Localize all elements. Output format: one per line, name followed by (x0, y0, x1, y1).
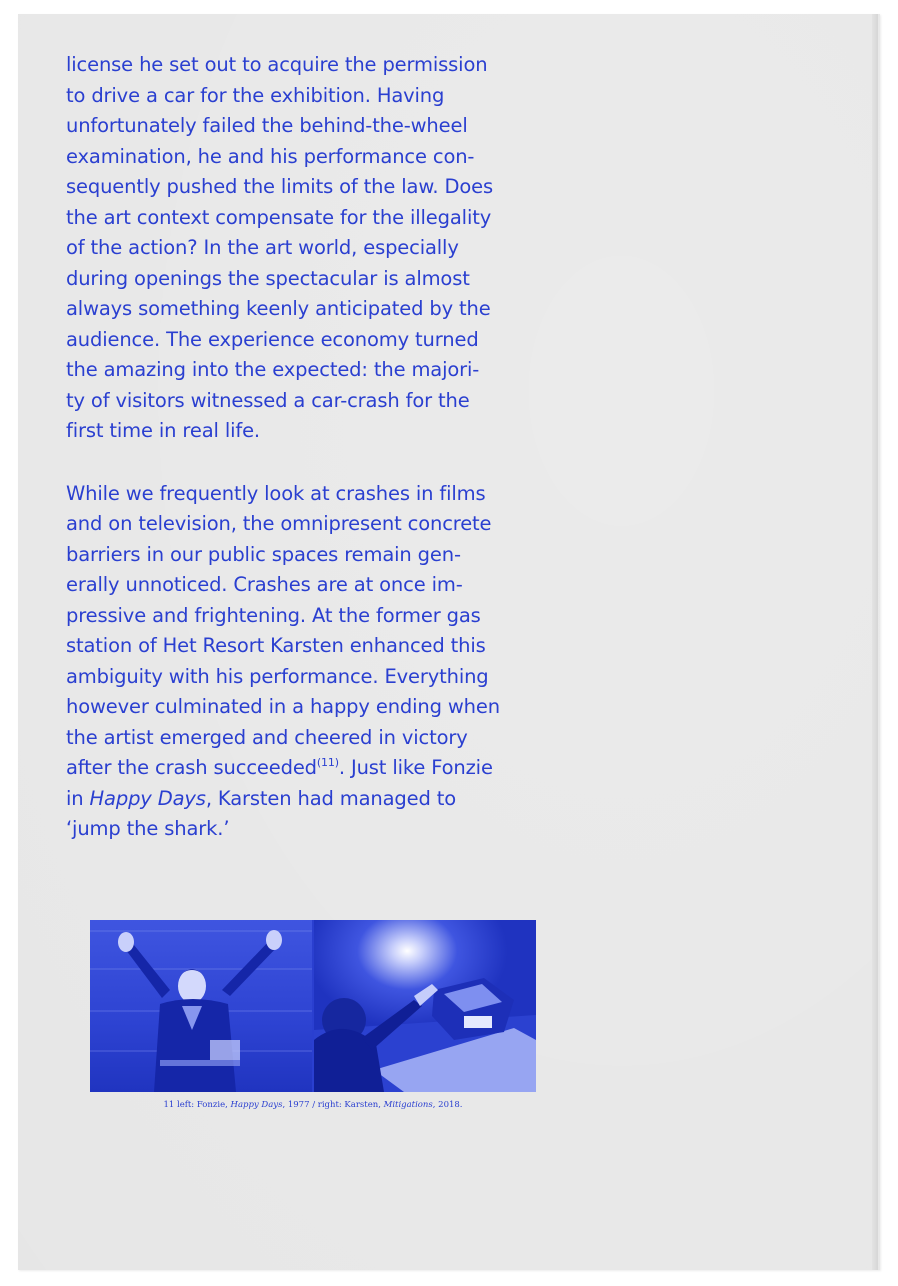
text-line: barriers in our public spaces remain gen- (66, 542, 461, 566)
caption-work-title: Happy Days (230, 1100, 283, 1110)
text-segment: after the crash succeeded (66, 756, 317, 779)
caption-text: 11 left: Fonzie, (163, 1100, 231, 1110)
text-line: to drive a car for the exhibition. Having (66, 83, 445, 107)
text-segment: in (66, 786, 90, 810)
text-line: of the action? In the art world, especially (66, 236, 459, 259)
caption-text: , 1977 / right: Karsten, (282, 1100, 384, 1110)
italic-title: Happy Days (89, 786, 206, 810)
text-line: license he set out to acquire the permission (66, 53, 488, 76)
text-line: sequently pushed the limits of the law. Does (66, 175, 493, 198)
figure-caption (90, 1100, 536, 1110)
text-line: erally unnoticed. Crashes are at once im- (66, 573, 463, 596)
photo-karsten (314, 920, 536, 1092)
text-line: ty of visitors witnessed a car-crash for the (66, 388, 470, 412)
caption-text: , 2018. (432, 1100, 463, 1110)
footnote-reference: (11) (316, 756, 339, 769)
text-line (66, 784, 566, 815)
text-line: however culminated in a happy ending when (66, 695, 500, 718)
paragraph-1 (66, 50, 566, 447)
text-line: the amazing into the expected: the majori- (66, 358, 480, 381)
text-line: ‘jump the shark.’ (66, 817, 230, 840)
text-line: first time in real life. (66, 419, 260, 442)
paragraph-2 (66, 479, 566, 845)
text-line: station of Het Resort Karsten enhanced this (66, 634, 486, 657)
text-segment: . Just like Fonzie (338, 756, 493, 779)
text-line: While we frequently look at crashes in films (66, 481, 486, 505)
text-line: pressive and frightening. At the former gas (66, 603, 481, 627)
text-line: the artist emerged and cheered in victory (66, 725, 468, 749)
figure-11 (90, 920, 536, 1092)
text-line: examination, he and his performance con- (66, 144, 475, 168)
text-line: unfortunately failed the behind-the-wheel (66, 114, 468, 137)
body-text (66, 50, 566, 845)
photo-fonzie (90, 920, 312, 1092)
text-line: ambiguity with his performance. Everything (66, 664, 489, 688)
text-line: the art context compensate for the illegality (66, 205, 492, 229)
paper-edge (872, 14, 878, 1270)
text-line: always something keenly anticipated by the (66, 297, 491, 320)
text-line (66, 753, 566, 784)
text-segment: , Karsten had managed to (205, 786, 457, 810)
text-line: audience. The experience economy turned (66, 327, 479, 351)
text-line: and on television, the omnipresent concrete (66, 512, 492, 535)
text-line: during openings the spectacular is almost (66, 266, 470, 290)
caption-work-title: Mitigations (383, 1100, 433, 1110)
